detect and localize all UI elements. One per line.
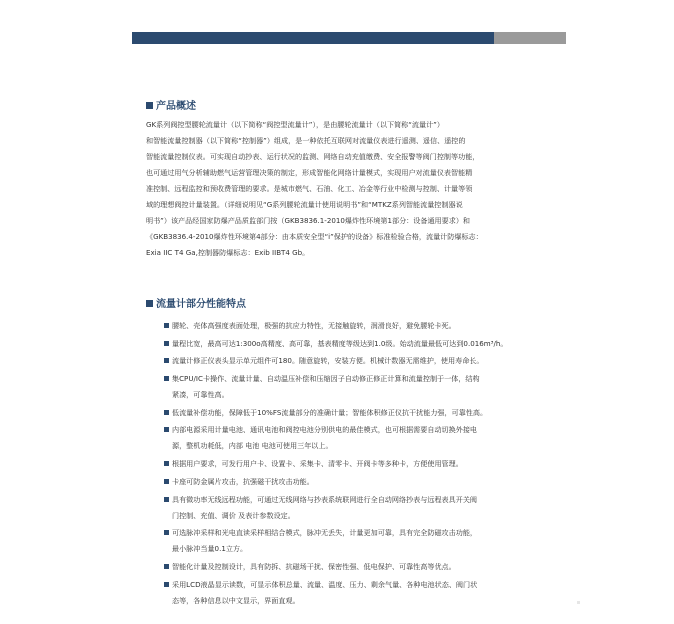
overview-line: 准控制、远程监控和预收费管理的要求。是城市燃气、石油、化工、冶金等行业中检测与控制、计量等领 (146, 184, 473, 193)
list-item: 智能化计量及控制设计，具有防拆、抗磁场干扰、保密性强、低电保护、可靠性高等优点。 (164, 559, 548, 575)
square-bullet-icon (164, 582, 169, 587)
square-bullet-icon (164, 479, 169, 484)
square-bullet-icon (164, 376, 169, 381)
overview-line: 智能流量控制仪表。可实现自动抄表、运行状况的监测、网络自动充值缴费、安全报警等阀门控制等功能， (146, 152, 480, 161)
list-item: 具有微功率无线远程功能，可通过无线网络与抄表系统联网进行全自动网络抄表与远程表具开关阀 门控制、充值、调价 及表计参数设定。 (164, 492, 548, 524)
list-item: 根据用户要求，可发行用户卡、设置卡、采集卡、清零卡、开阀卡等多种卡，方便使用管理。 (164, 456, 548, 472)
square-bullet-icon (164, 323, 169, 328)
overview-line: GK系列阀控型腰轮流量计（以下简称“阀控型流量计”），是由腰轮流量计（以下简称“流量计”） (146, 120, 444, 129)
overview-line: Exia IIC T4 Ga,控制器防爆标志：Exib IIBT4 Gb。 (146, 248, 310, 257)
overview-text (146, 117, 542, 261)
feature-list (164, 318, 548, 610)
list-item: 可选脉冲采样和光电直读采样相结合模式，脉冲无丢失，计量更加可靠，具有完全防磁攻击功能， 最小脉冲当量0.1立方。 (164, 525, 548, 557)
list-item: 流量计修正仪表头显示单元组件可180。随意旋转，安装方便。机械计数器无需维护，使用寿命长。 (164, 353, 548, 369)
list-item: 卡座可防金属片攻击，抗强磁干扰攻击功能。 (164, 474, 548, 490)
header-bar-grey (494, 32, 566, 44)
overview-line: 《GKB3836.4-2010爆炸性环境第4部分：由本质安全型“i”保护的设备》标准检验合格，流量计防爆标志： (146, 232, 483, 241)
overview-line: 明书”）该产品经国家防爆产品质监部门按（GKB3836.1-2010爆炸性环境第1部分：设备通用要求）和 (146, 216, 471, 225)
list-item: 量程比宽，最高可达1:300o高精度、高可靠，基表精度等级达到1.0级。始动流量最低可达到0.016m³/h。 (164, 336, 548, 352)
section-title-overview: 产品概述 (146, 97, 196, 112)
square-bullet-icon (164, 530, 169, 535)
header-bar-dark (132, 32, 494, 44)
header-bar (132, 32, 566, 44)
list-item: 集CPU/IC卡操作、流量计量、自动温压补偿和压缩因子自动修正修正计算和流量控制于一体，结构 紧凑，可靠性高。 (164, 371, 548, 403)
square-bullet-icon (146, 300, 153, 307)
list-item: 采用LCD液晶显示读数，可显示体积总量、流量、温度、压力、剩余气量、各种电池状态、阀门状 态等，各种信息以中文显示，界面直观。 (164, 577, 548, 609)
overview-line: 也可通过用气分析辅助燃气运营管理决策的制定，形成智能化网络计量模式，实现用户对流量仪表智能精 (146, 168, 473, 177)
list-item: 内部电源采用计量电池、通讯电池和阀控电池分别供电的最佳模式，也可根据需要自动切换外接电 源，整机功耗低，内部 电池 电池可使用三年以上。 (164, 422, 548, 454)
square-bullet-icon (164, 564, 169, 569)
square-bullet-icon (164, 461, 169, 466)
corner-mark (577, 601, 580, 604)
square-bullet-icon (164, 410, 169, 415)
square-bullet-icon (164, 427, 169, 432)
section-title-features: 流量计部分性能特点 (146, 295, 246, 310)
overview-line: 域的理想阀控计量装置。（详细说明见“G系列腰轮流量计使用说明书”和“MTKZ系列智能流量控制器说 (146, 200, 463, 209)
square-bullet-icon (146, 102, 153, 109)
square-bullet-icon (164, 341, 169, 346)
square-bullet-icon (164, 358, 169, 363)
list-item: 低流量补偿功能，保障低于10%FS流量部分的准确计量；智能体积修正仪抗干扰能力强，可靠性高。 (164, 405, 548, 421)
overview-line: 和智能流量控制器（以下简称“控制器”）组成，是一种依托互联网对流量仪表进行遥测、遥信、遥控的 (146, 136, 466, 145)
list-item: 腰轮、壳体高强度表面处理，极强的抗应力特性，无接触旋转，润滑良好，避免腰轮卡死。 (164, 318, 548, 334)
square-bullet-icon (164, 497, 169, 502)
